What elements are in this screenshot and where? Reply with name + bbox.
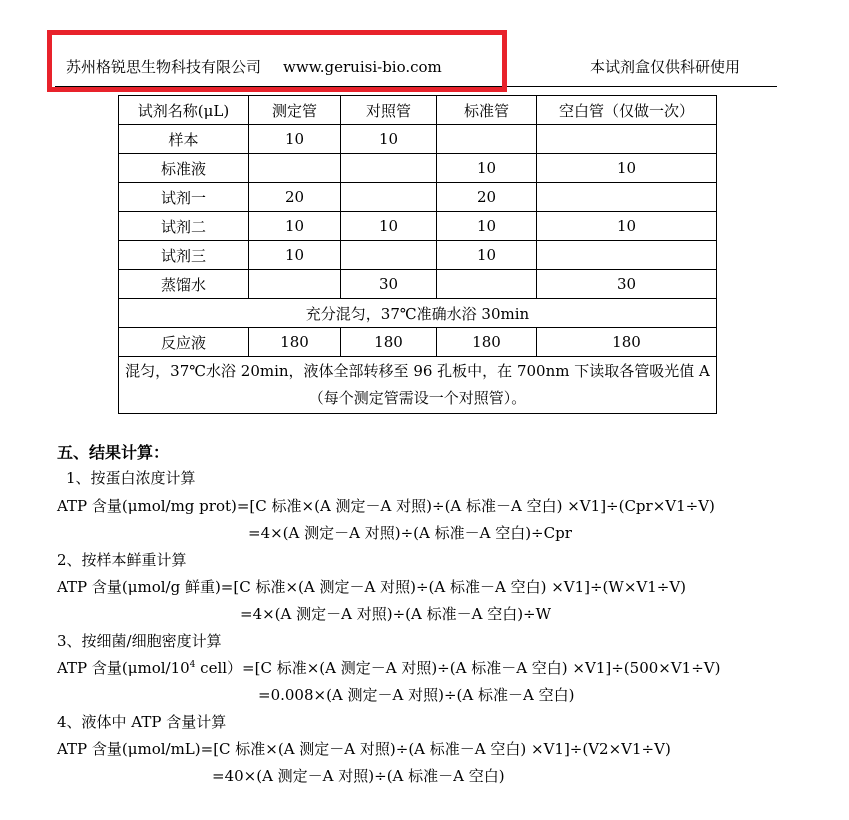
item1-formula: ATP 含量(μmol/mg prot)=[C 标准×(A 测定－A 对照)÷(A 标准－A 空白) ×V1]÷(Cpr×V1÷V) [57, 497, 715, 515]
company-url: www.geruisi-bio.com [283, 58, 442, 76]
item3-exponent: 4 [189, 660, 196, 670]
table-cell: 180 [249, 328, 341, 357]
table-cell [537, 125, 717, 154]
header-cell: 对照管 [341, 96, 437, 125]
table-cell: 试剂三 [119, 241, 249, 270]
table-row-mix [119, 299, 717, 328]
table-row [119, 125, 717, 154]
item3-formula-post: cell）=[C 标准×(A 测定－A 对照)÷(A 标准－A 空白) ×V1]÷(500×V1÷V) [195, 659, 721, 677]
item1-title: 1、按蛋白浓度计算 [66, 469, 196, 487]
mix-note: 充分混匀，37℃准确水浴 30min [119, 299, 717, 328]
header-cell: 测定管 [249, 96, 341, 125]
table-cell: 样本 [119, 125, 249, 154]
table-cell [249, 270, 341, 299]
table-cell: 180 [537, 328, 717, 357]
table-row-final [119, 357, 717, 414]
results-title: 五、结果计算： [57, 443, 170, 462]
table-cell: 20 [437, 183, 537, 212]
table-cell: 180 [341, 328, 437, 357]
table-row [119, 183, 717, 212]
table-cell: 10 [437, 212, 537, 241]
table-cell [537, 183, 717, 212]
header-cell: 空白管（仅做一次） [537, 96, 717, 125]
item2-formula: ATP 含量(μmol/g 鲜重)=[C 标准×(A 测定－A 对照)÷(A 标准－A 空白) ×V1]÷(W×V1÷V) [57, 578, 687, 596]
header-cell: 标准管 [437, 96, 537, 125]
table-row-reaction [119, 328, 717, 357]
item4-formula: ATP 含量(μmol/mL)=[C 标准×(A 测定－A 对照)÷(A 标准－A 空白) ×V1]÷(V2×V1÷V) [57, 740, 671, 758]
table-cell [249, 154, 341, 183]
item4-formula-simplified: =40×(A 测定－A 对照)÷(A 标准－A 空白) [212, 767, 505, 785]
table-cell: 10 [437, 241, 537, 270]
table-cell: 标准液 [119, 154, 249, 183]
table-cell: 30 [341, 270, 437, 299]
item3-formula-pre: ATP 含量(μmol/10 [57, 659, 190, 677]
table-cell [437, 270, 537, 299]
table-cell: 10 [249, 212, 341, 241]
table-cell: 10 [249, 241, 341, 270]
table-cell: 试剂二 [119, 212, 249, 241]
table-cell [537, 241, 717, 270]
table-cell: 反应液 [119, 328, 249, 357]
table-cell: 180 [437, 328, 537, 357]
reagent-table [118, 95, 717, 414]
table-cell [341, 183, 437, 212]
table-row [119, 241, 717, 270]
table-cell [437, 125, 537, 154]
table-row [119, 212, 717, 241]
table-cell: 蒸馏水 [119, 270, 249, 299]
table-cell: 10 [249, 125, 341, 154]
table-cell: 30 [537, 270, 717, 299]
table-cell: 10 [341, 212, 437, 241]
item3-formula [57, 657, 720, 678]
final-note: 混匀，37℃水浴 20min，液体全部转移至 96 孔板中，在 700nm 下读取各管吸光值 A（每个测定管需设一个对照管）。 [119, 357, 717, 414]
item2-title: 2、按样本鲜重计算 [57, 551, 187, 569]
table-cell [341, 241, 437, 270]
item1-formula-simplified: =4×(A 测定－A 对照)÷(A 标准－A 空白)÷Cpr [248, 524, 572, 542]
highlight-box [47, 30, 507, 92]
table-cell: 10 [341, 125, 437, 154]
table-cell [341, 154, 437, 183]
table-cell: 20 [249, 183, 341, 212]
item3-formula-simplified: =0.008×(A 测定－A 对照)÷(A 标准－A 空白) [258, 686, 575, 704]
table-cell: 10 [437, 154, 537, 183]
research-use-notice: 本试剂盒仅供科研使用 [590, 58, 741, 76]
table-cell: 10 [537, 212, 717, 241]
company-name: 苏州格锐思生物科技有限公司 [66, 58, 262, 76]
table-row [119, 154, 717, 183]
table-row [119, 270, 717, 299]
header-cell: 试剂名称(μL) [119, 96, 249, 125]
item2-formula-simplified: =4×(A 测定－A 对照)÷(A 标准－A 空白)÷W [240, 605, 552, 623]
item3-title: 3、按细菌/细胞密度计算 [57, 632, 222, 650]
table-header-row [119, 96, 717, 125]
table-cell: 10 [537, 154, 717, 183]
table-cell: 试剂一 [119, 183, 249, 212]
item4-title: 4、液体中 ATP 含量计算 [57, 713, 227, 731]
